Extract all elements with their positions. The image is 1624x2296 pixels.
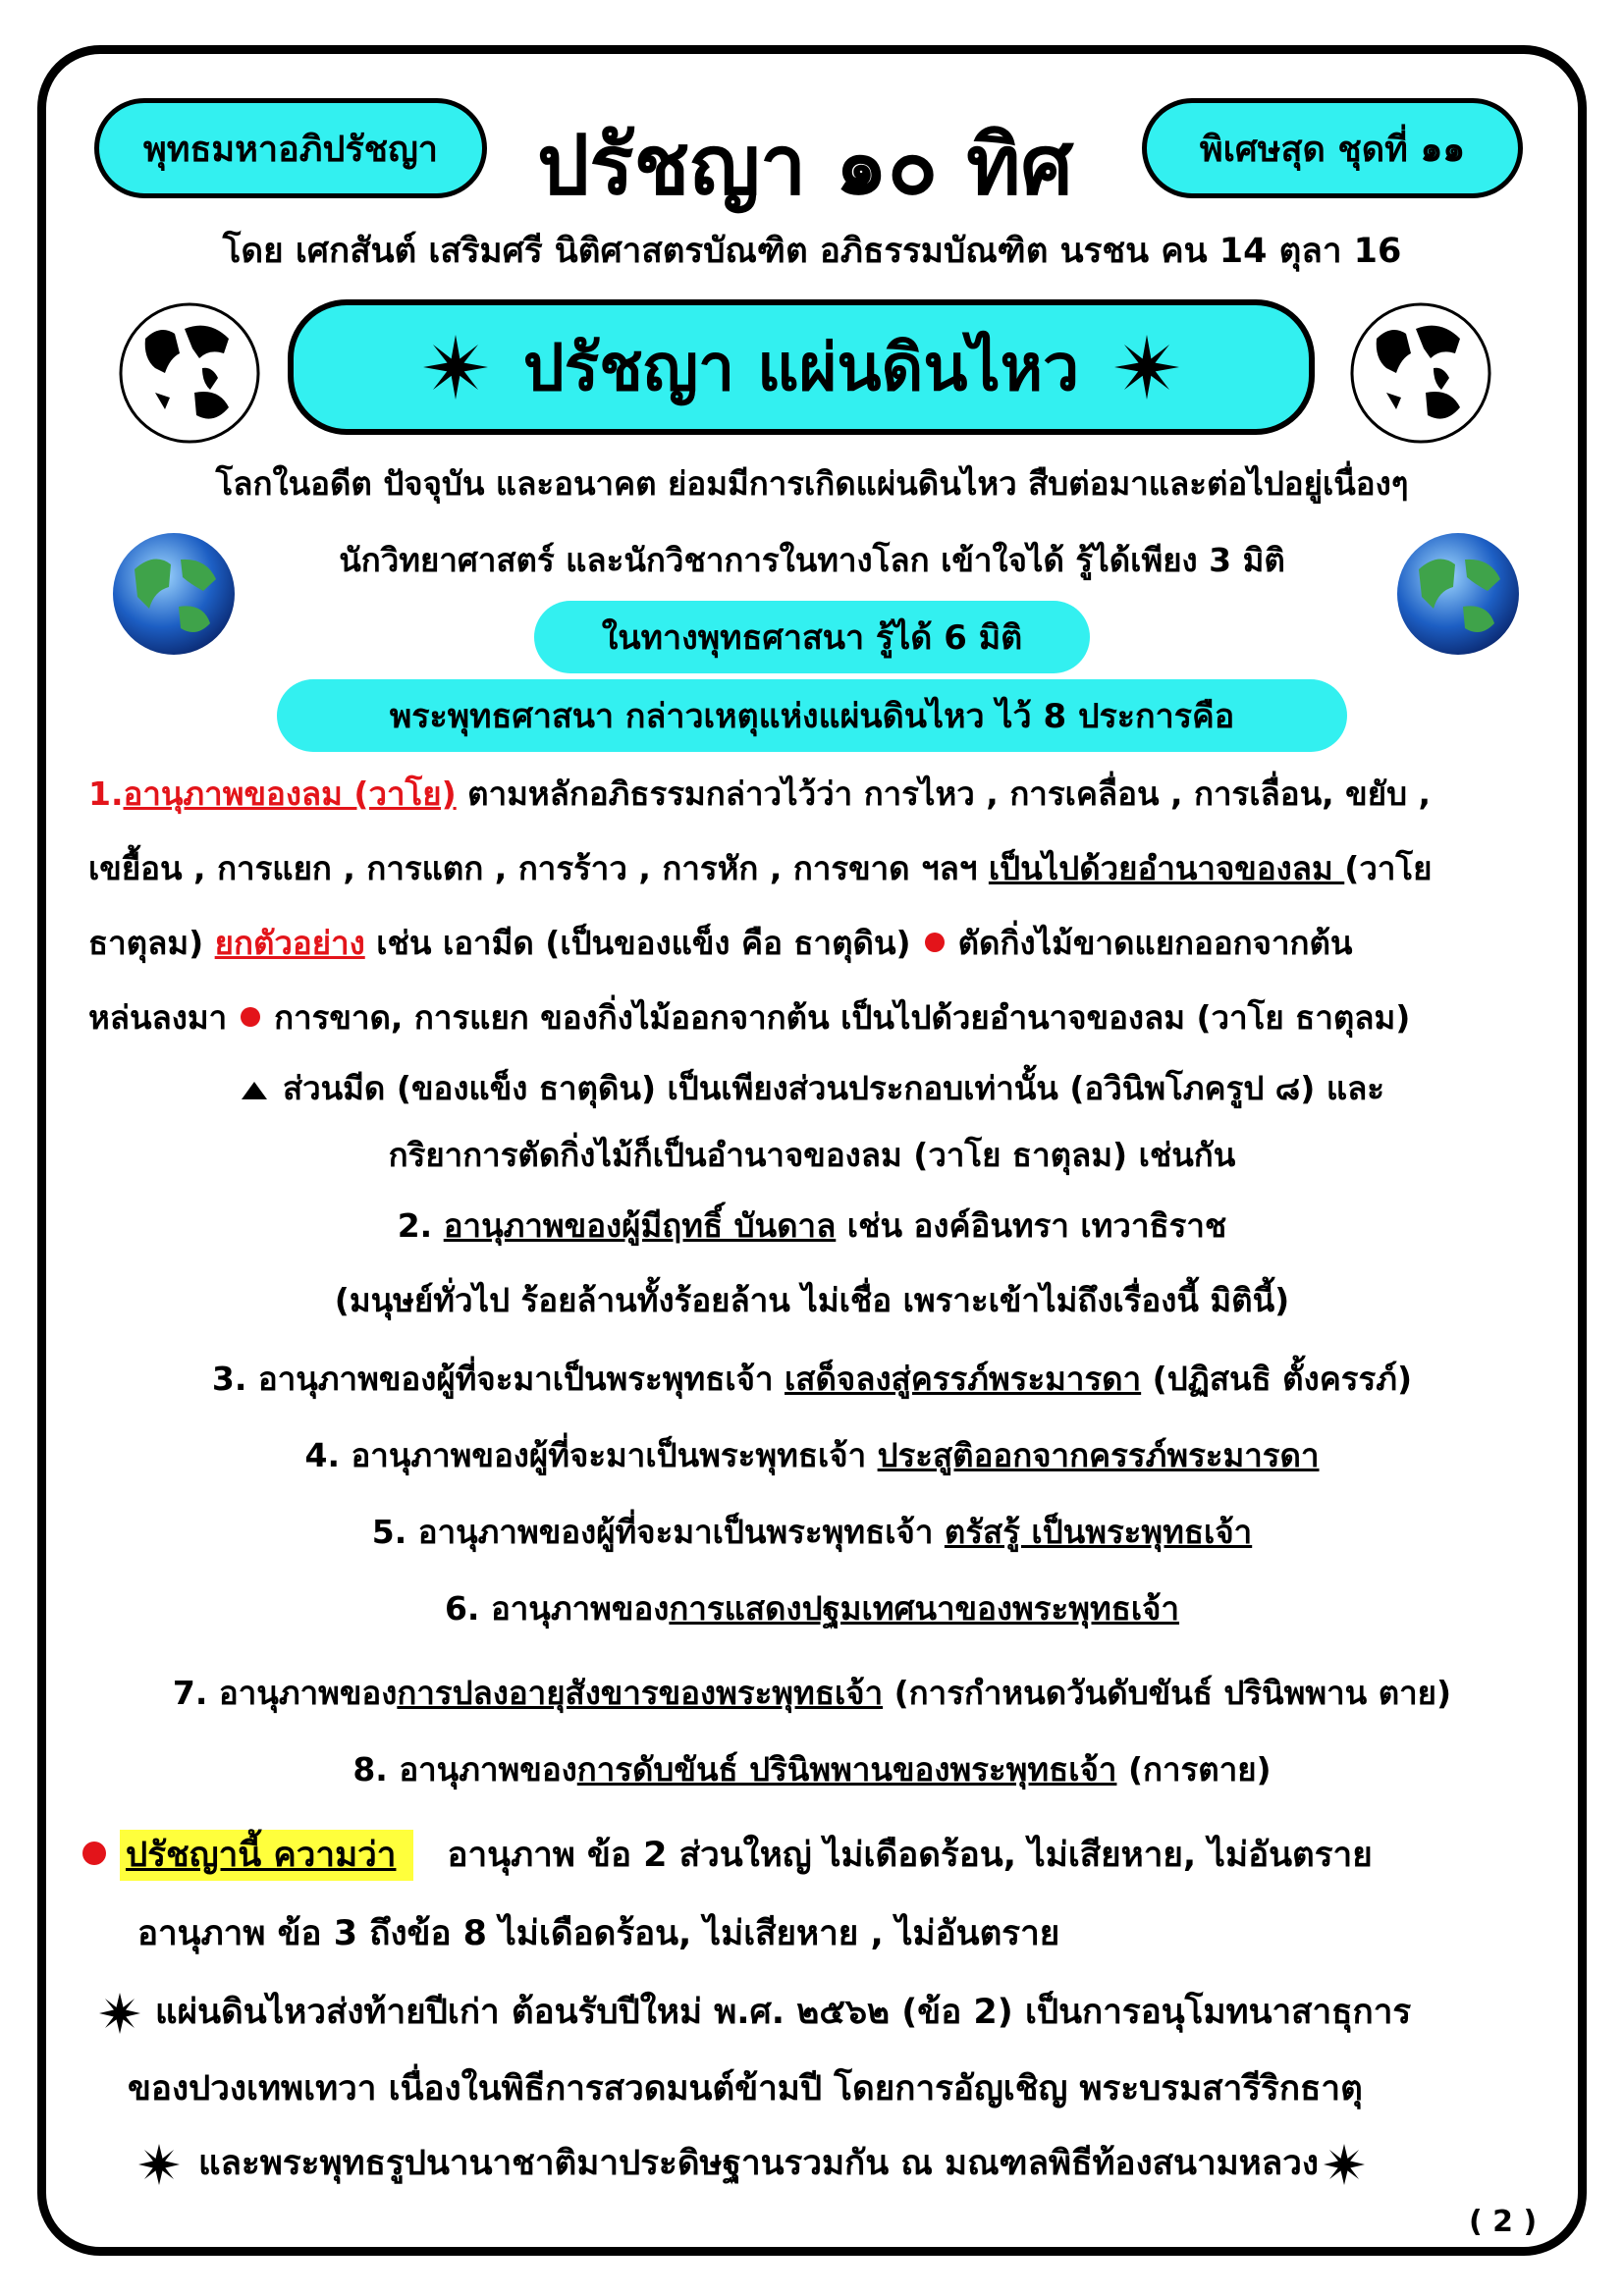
cause-4-prefix: 4. อานุภาพของผู้ที่จะมาเป็นพระพุทธเจ้า [304,1436,878,1474]
cause-3-suffix: (ปฏิสนธิ ตั้งครรภ์) [1141,1360,1413,1398]
star-icon-right [1112,333,1181,401]
triangle-bullet-icon [240,1080,269,1101]
cause-1-line-2c: (วาโย [1344,849,1433,887]
cause-2-title: อานุภาพของผู้มีฤทธิ์ บันดาล [443,1206,837,1245]
cause-7-line [59,1667,1565,1719]
conclusion-text-1: อานุภาพ ข้อ 2 ส่วนใหญ่ ไม่เดือดร้อน, ไม่เสียหาย, ไม่อันตราย [447,1836,1373,1875]
cause-1-line-4a: หล่นลงมา [88,998,228,1037]
buddhism-dimensions-text: ในทางพุทธศาสนา รู้ได้ 6 มิติ [601,618,1023,658]
cause-3-line [59,1353,1565,1405]
cause-1-line-4b: การขาด, การแยก ของกิ่งไม้ออกจากต้น เป็นไปด้วยอำนาจของลม (วาโย ธาตุลม) [274,998,1411,1037]
intro-line-1: โลกในอดีต ปัจจุบัน และอนาคต ย่อมมีการเกิดแผ่นดินไหว สืบต่อมาและต่อไปอยู่เนื่องๆ [215,464,1409,503]
left-badge-text: พุทธมหาอภิปรัชญา [143,129,438,170]
cause-1-line-2a: เขยื้อน , การแยก , การแตก , การร้าว , การหัก , การขาด ฯลฯ [88,849,989,887]
star-icon [137,2143,181,2186]
page-number: ( 2 ) [1469,2205,1538,2239]
cause-1-line-1 [88,768,1571,820]
cause-1-wind-power: เป็นไปด้วยอำนาจของลม [988,849,1345,887]
bullet-dot [925,933,945,952]
cause-7-title: การปลงอายุสังขารของพระพุทธเจ้า [397,1674,884,1712]
cause-4-title: ประสูติออกจากครรภ์พระมารดา [877,1436,1320,1474]
cause-8-title: การดับขันธ์ ปรินิพพานของพระพุทธเจ้า [576,1750,1117,1789]
cause-2-prefix: 2. [397,1206,444,1245]
cause-1-line-5 [59,1062,1565,1114]
cause-1-line-2 [88,842,1571,894]
cause-1-line-5-text: ส่วนมีด (ของแข็ง ธาตุดิน) เป็นเพียงส่วนประกอบเท่านั้น (อวินิพโภครูป ๘) และ [282,1069,1385,1107]
cause-2-line [59,1200,1565,1252]
cause-1-line-4 [88,991,1571,1043]
cause-2-note: (มนุษย์ทั่วไป ร้อยล้านทั้งร้อยล้าน ไม่เชื่อ เพราะเข้าไม่ถึงเรื่องนี้ มิตินี้) [334,1281,1290,1319]
cause-1-line-6: กริยาการตัดกิ่งไม้ก็เป็นอำนาจของลม (วาโย ธาตุลม) เช่นกัน [388,1136,1236,1174]
author-line: โดย เศกสันต์ เสริมศรี นิติศาสตรบัณฑิต อภิธรรมบัณฑิต นรชน คน 14 ตุลา 16 [222,232,1402,271]
main-title: ปรัชญา ๑๐ ทิศ [537,117,1073,213]
conclusion-line-3 [98,1985,1581,2039]
eight-causes-text: พระพุทธศาสนา กล่าวเหตุแห่งแผ่นดินไหว ไว้ 8 ประการคือ [389,697,1235,736]
cause-7-suffix: (การกำหนดวันดับขันธ์ ปรินิพพาน ตาย) [883,1674,1452,1712]
conclusion-line-4: ของปวงเทพเทวา เนื่องในพิธีการสวดมนต์ข้ามปี โดยการอัญเชิญ พระบรมสารีริกธาตุ [128,2069,1363,2109]
cause-5-title: ตรัสรู้ เป็นพระพุทธเจ้า [944,1513,1253,1551]
cause-1-number: 1. [88,774,124,813]
cause-1-example-label: ยกตัวอย่าง [214,924,365,962]
cause-2-suffix: เช่น องค์อินทรา เทวาธิราช [836,1206,1227,1245]
star-icon [1323,2143,1366,2186]
cause-6-title: การแสดงปฐมเทศนาของพระพุทธเจ้า [669,1589,1180,1628]
cause-5-line [59,1506,1565,1558]
eight-causes-pill [277,679,1347,752]
cause-1-line-3d: ตัดกิ่งไม้ขาดแยกออกจากต้น [957,924,1353,962]
world-map-icon-right [1347,299,1494,447]
topic-title-text: ปรัชญา แผ่นดินไหว [522,329,1080,405]
cause-3-prefix: 3. อานุภาพของผู้ที่จะมาเป็นพระพุทธเจ้า [211,1360,785,1398]
topic-title-pill [288,299,1315,435]
left-badge [94,98,487,198]
cause-1-text: ตามหลักอภิธรรมกล่าวไว้ว่า การไหว , การเคลื่อน , การเลื่อน, ขยับ , [456,774,1432,813]
cause-5-prefix: 5. อานุภาพของผู้ที่จะมาเป็นพระพุทธเจ้า [371,1513,945,1551]
cause-3-title: เสด็จลงสู่ครรภ์พระมารดา [785,1360,1142,1398]
star-icon-left [421,333,490,401]
right-badge [1142,98,1523,198]
conclusion-text-3: แผ่นดินไหวส่งท้ายปีเก่า ต้อนรับปีใหม่ พ.ศ. ๒๕๖๒ (ข้อ 2) เป็นการอนุโมทนาสาธุการ [155,1993,1412,2032]
conclusion-text-5: และพระพุทธรูปนานาชาติมาประดิษฐานรวมกัน ณ มณฑลพิธีท้องสนามหลวง [198,2144,1319,2183]
buddhism-dimensions-pill [534,601,1090,673]
cause-8-prefix: 8. อานุภาพของ [352,1750,577,1789]
bullet-dot [241,1007,260,1027]
world-map-icon-left [116,299,263,447]
cause-7-prefix: 7. อานุภาพของ [172,1674,398,1712]
cause-4-line [59,1429,1565,1481]
star-icon [98,1992,141,2035]
conclusion-label: ปรัชญานี้ ความว่า [120,1830,413,1881]
cause-8-suffix: (การตาย) [1116,1750,1272,1789]
conclusion-line-1 [82,1828,1575,1882]
conclusion-line-5 [137,2136,1581,2190]
bullet-dot [82,1842,106,1865]
cause-6-line [59,1582,1565,1634]
right-badge-text: พิเศษสุด ชุดที่ ๑๑ [1199,129,1466,170]
cause-1-line-3c: เช่น เอามีด (เป็นของแข็ง คือ ธาตุดิน) [364,924,911,962]
cause-1-line-3a: ธาตุลม) [88,924,215,962]
cause-1-title: อานุภาพของลม (วาโย) [123,774,457,813]
cause-8-line [59,1743,1565,1795]
conclusion-line-2: อานุภาพ ข้อ 3 ถึงข้อ 8 ไม่เดือดร้อน, ไม่เสียหาย , ไม่อันตราย [137,1914,1060,1953]
cause-6-prefix: 6. อานุภาพของ [444,1589,670,1628]
intro-line-2: นักวิทยาศาสตร์ และนักวิชาการในทางโลก เข้าใจได้ รู้ได้เพียง 3 มิติ [339,541,1285,579]
cause-1-line-3 [88,917,1571,969]
